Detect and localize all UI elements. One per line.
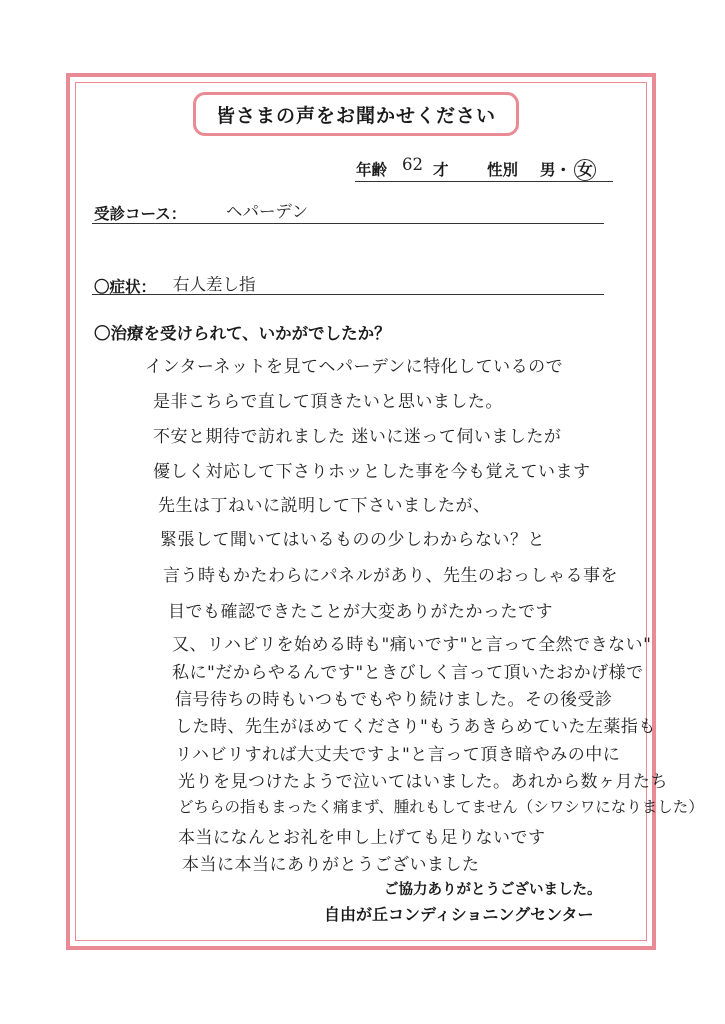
gender-separator: ・ [555,161,572,179]
course-underline [92,223,604,224]
symptom-label: 〇症状： [94,278,157,296]
answer-line: 本当に本当にありがとうございました [182,855,480,875]
answer-line: 信号待ちの時もいつもでもやり続けました。その後受診 [175,690,613,710]
age-unit: 才 [433,161,449,179]
answer-line: どちらの指もまったく痛まず、腫れもしてません（シワシワになりました） [178,798,704,816]
gender-options [540,158,596,181]
form-title: 皆さまの声をお聞かせください [193,92,519,136]
answer-line: 先生は丁ねいに説明して下さいましたが、 [158,496,491,516]
answer-line: した時、先生がほめてくださり"もうあきらめていた左薬指も [175,717,656,737]
age-label: 年齢 [356,161,388,179]
symptom-value: 右人差し指 [173,275,256,294]
answer-line: 私に"だからやるんです"ときびしく言って頂いたおかげ様で [172,663,644,683]
answer-line: 光りを見つけたようで泣いてはいました。あれから数ヶ月たち [178,772,668,792]
answer-line: 本当になんとお礼を申し上げても足りないです [178,828,546,848]
answer-line: 目でも確認できたことが大変ありがたかったです [168,602,553,622]
gender-female-circled: 女 [574,159,596,181]
gender-male: 男 [540,161,556,179]
answer-line: 緊張して聞いてはいるものの少しわからない？と [160,530,545,550]
answer-line: 言う時もかたわらにパネルがあり、先生のおっしゃる事を [163,566,618,586]
course-value: ヘパーデン [226,202,309,221]
symptom-underline [92,294,604,295]
answer-line: 不安と期待で訪れました 迷いに迷って伺いましたが [153,427,562,447]
answer-line: インターネットを見てヘパーデンに特化しているので [145,357,564,377]
answer-line: 又、リハビリを始める時も"痛いです"と言って全然できない" [172,635,652,655]
course-label: 受診コース： [94,205,187,223]
question-heading: 〇治療を受けられて、いかがでしたか？ [94,324,391,343]
gender-label: 性別 [487,161,519,179]
answer-line: 優しく対応して下さりホッとした事を今も覚えています [153,462,591,482]
footer-clinic-name: 自由が丘コンディショニングセンター [324,905,594,924]
footer-thanks: ご協力ありがとうございました。 [384,882,602,898]
age-gender-underline [355,181,613,182]
age-value: 62 [402,155,423,174]
answer-line: 是非こちらで直して頂きたいと思いました。 [153,392,503,412]
answer-line: リハビリすれば大丈夫ですよ"と言って頂き暗やみの中に [175,745,621,765]
